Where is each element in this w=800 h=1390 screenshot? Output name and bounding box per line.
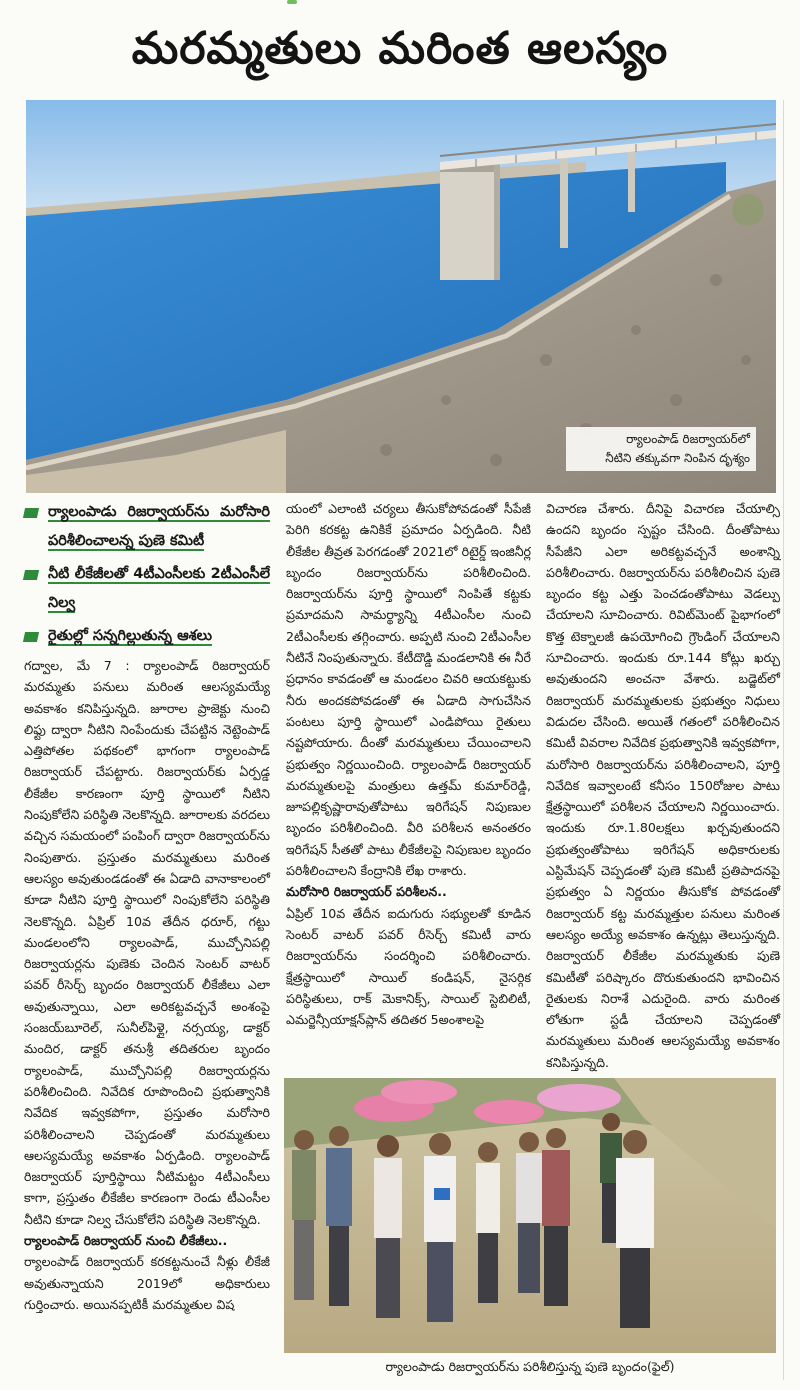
article-paragraph: విచారణ చేశారు. దీనిపై విచారణ చేయాల్సి ఉందని బృందం స్పష్టం చేసింది. దీంతోపాటు సీపేజీని ఎలా అరికట్టవచ్చనే అంశాన్ని పరిశీలించారు. రిజర్వాయర్‌ను పరిశీలించిన పుణె బృందం కట్ట ఎత్తు పెంచడంతోపాటు వెడల్పు చేయాలని సూచించారు. రివిట్‌మెంట్ పైభాగంలో కొత్త టెక్నాలజీ ఉపయోగించి గ్రౌండింగ్ చేయాలని సూచించారు. ఇందుకు రూ.144 కోట్లు ఖర్చు అవుతుందని అంచనా వేశారు. బడ్జెట్‌లో రిజర్వాయర్ మరమ్మతులకు ప్రభుత్వం నిధులు విడుదల చేసింది. అయితే గతంలో పరిశీలించిన కమిటీ వివరాల నివేదిక ప్రభుత్వానికి ఇవ్వకపోగా, మరోసారి రిజర్వాయర్‌ను పరిశీలించాలని, పూర్తి నివేదిక ఇవ్వాలంటే కనీసం 150రోజుల పాటు క్షేత్రస్థాయిలో పరిశీలన చేయాలని నిర్ణయించారు. ఇందుకు రూ.1.80లక్షలు ఖర్చవుతుందని ప్రభుత్వంతోపాటు ఇరిగేషన్ అధికారులకు ఎస్టిమేషన్ చెప్పడంతో పుణె కమిటీ ప్రతిపాదనపై ప్రభుత్వం ఏ నిర్ణయం తీసుకోక పోవడంతో రిజర్వాయర్ కట్ట మరమ్మత్తుల పనులు మరింత ఆలస్యం అయ్యే అవకాశం ఉన్నట్లు తెలుస్తున్నది. రిజర్వాయర్ లీకేజీల మరమ్మతుకు పుణె కమిటీతో పరిష్కారం దొరుకుతుందని భావించిన రైతులకు నిరాశే ఎదురైంది. వారు మరింత లోతుగా స్టడీ చేయాలని చెప్పడంతో మరమ్మతులు మరింత ఆలస్యమయ్యే అవకాశం కనిపిస్తున్నది. <box>546 501 780 1070</box>
reservoir-photo <box>26 100 776 493</box>
highlight-bullet <box>24 498 270 556</box>
article-paragraph: ఏప్రిల్ 10వ తేదీన ఐదుగురు సభ్యులతో కూడిన సెంటర్ వాటర్ పవర్ రీసెర్చ్ కమిటీ వారు రిజర్వాయర్‌ను సందర్శించి పరిశీలించారు. క్షేత్రస్థాయిలో సాయిల్ కండిషన్, నైసర్గిక పరిస్థితులు, రాక్ మెకానిక్స్, సాయిల్ స్టెబిలిటీ, ఎమర్జెన్సీయాక్షన్‌ప్లాన్ తదితర 5అంశాలపై <box>286 905 531 1028</box>
article-paragraph: ర్యాలంపాడ్ రిజర్వాయర్ కరకట్టనుంచే నీళ్లు లీకేజీ అవుతున్నాయని 2019లో అధికారులు గుర్తించారు. అయినప్పటికీ మరమ్మతుల విష <box>24 1254 270 1312</box>
article-paragraph: యంలో ఎలాంటి చర్యలు తీసుకోపోవడంతో సీపేజీ పెరిగి కరకట్ట ఉనికికే ప్రమాదం ఏర్పడింది. నీటి లీకేజీల తీవ్రత పెరగడంతో 2021లో రిటైర్డ్ ఇంజినీర్ల బృందం రిజర్వాయర్‌ను పరిశీలించింది. రిజర్వాయర్‌ను పూర్తి స్థాయిలో నింపితే కట్టకు ప్రమాదమని సామర్థ్యాన్ని 4టీఎంసీల నుంచి 2టీఎంసీలకు తగ్గించారు. అప్పటి నుంచి 2టీఎంసీల నీటినే నింపుతున్నారు. కేటీదొడ్డి మండలానికి ఈ నీరే ప్రధానం కావడంతో ఆ మండలం చివరి ఆయకట్టుకు నీరు అందకపోవడంతో ఈ ఏడాది సాగుచేసిన పంటలు పూర్తి స్థాయిలో ఎండిపోయి రైతులు నష్టపోయారు. దీంతో మరమ్మతులు చేయించాలని ప్రభుత్వం నిర్ణయించింది. ర్యాలంపాడ్ రిజర్వాయర్ మరమ్మతులపై మంత్రులు ఉత్తమ్ కుమార్‌రెడ్డి, జూపల్లికృష్ణారావుతోపాటు ఇరిగేషన్ నిపుణుల బృందం పరిశీలించింది. వీరి పరిశీలన అనంతరం ఇరిగేషన్ సీతతో పాటు లీకేజీలపై నిపుణుల బృందం పరిశీలించాలని కేంద్రానికి లేఖ రాశారు. <box>286 501 531 879</box>
bullet-marker-icon <box>23 632 39 642</box>
page-top-mark <box>287 0 297 4</box>
inspection-photo-caption: ర్యాలంపాడు రిజర్వాయర్‌ను పరిశీలిస్తున్న పుణె బృందం(ఫైల్) <box>385 1359 675 1374</box>
highlight-text: ర్యాలంపాడు రిజర్వాయర్‌ను మరోసారి పరిశీలించాలన్న పుణె కమిటీ <box>48 504 270 549</box>
article-column-2 <box>286 498 531 1030</box>
article-column-3 <box>546 498 780 1073</box>
caption-line: నీటిని తక్కువగా నింపిన దృశ్యం <box>605 451 750 465</box>
section-subheading: ర్యాలంపాడ్ రిజర్వాయర్ నుంచి లీకేజీలు.. <box>24 1233 228 1249</box>
headline: మరమ్మతులు మరింత ఆలస్యం <box>131 23 669 74</box>
section-subheading: మరోసారి రిజర్వాయర్ పరిశీలన.. <box>286 884 447 900</box>
inspection-team-photo <box>284 1078 776 1353</box>
article-column-1 <box>24 498 270 1315</box>
highlight-text: నీటి లీకేజీలతో 4టీఎంసీలకు 2టీఎంసీలే నిల్వ <box>48 566 270 611</box>
inspection-team-illustration <box>284 1078 776 1353</box>
bullet-marker-icon <box>23 570 39 580</box>
caption-line: ర్యాలంపాడ్ రిజర్వాయర్‌లో <box>626 432 750 446</box>
column-rule <box>783 100 784 1380</box>
highlight-bullet <box>24 560 270 618</box>
bullet-marker-icon <box>23 508 39 518</box>
highlight-bullet <box>24 622 270 651</box>
article-paragraph: గద్వాల, మే 7 : ర్యాలంపాడ్ రిజర్వాయర్ మరమ్మతు పనులు మరింత ఆలస్యమయ్యే అవకాశం కనిపిస్తున్నది. జూరాల ప్రాజెక్టు నుంచి లిఫ్టు ద్వారా నీటిని నింపేందుకు చేపట్టిన నెట్టెంపాడ్ ఎత్తిపోతల పథకంలో భాగంగా ర్యాలంపాడ్ రిజర్వాయర్ చేపట్టారు. రిజర్వాయర్‌కు ఏర్పడ్డ లీకేజీల కారణంగా పూర్తి స్థాయిలో నీటిని నింపుకోలేని పరిస్థితి నెలకొన్నది. జూరాలకు వరదలు వచ్చిన సమయంలో పంపింగ్ ద్వారా రిజర్వాయర్‌ను నింపుతారు. ప్రస్తుతం మరమ్మతులు మరింత ఆలస్యం అవుతుండడంతో ఈ ఏడాది వానాకాలంలో కూడా నీటిని పూర్తి స్థాయిలో నింపుకోలేని పరిస్థితి నెలకొన్నది. ఏప్రిల్ 10వ తేదీన ధరూర్, గట్టు మండలంలోని ర్యాలంపాడ్, ముచ్చోనిపల్లి రిజర్వాయర్లను పుణెకు చెందిన సెంటర్ వాటర్ పవర్ రీసెర్చ్ బృందం రిజర్వాయర్ లీకేజీలు ఎలా అవుతున్నాయి, ఎలా అరికట్టవచ్చనే అంశంపై సంజయ్‌బూరెల్, సునీల్‌పిళ్లై, నర్సయ్య, డాక్టర్ మందిర, డాక్టర్ తనుశ్రీ తదితరుల బృందం ర్యాలంపాడ్, ముచ్చోనిపల్లి రిజర్వాయర్లను పరిశీలించింది. నివేదిక రూపొందించి ప్రభుత్వానికి నివేదిక ఇవ్వకపోగా, ప్రస్తుతం మరోసారి పరిశీలించాలని చెప్పడంతో మరమ్మతులు ఆలస్యమయ్యే అవకాశం ఏర్పడింది. ర్యాలంపాడ్ రిజర్వాయర్ పూర్తిస్థాయి నీటిమట్టం 4టీఎంసీలు కాగా, ప్రస్తుతం లీకేజీల కారణంగా రెండు టీఎంసీల నీటిని కూడా నిల్వ చేసుకోలేని పరిస్థితి నెలకొన్నది. <box>24 658 270 1227</box>
highlight-text: రైతుల్లో సన్నగిల్లుతున్న ఆశలు <box>48 628 212 644</box>
reservoir-photo-caption <box>566 427 756 471</box>
